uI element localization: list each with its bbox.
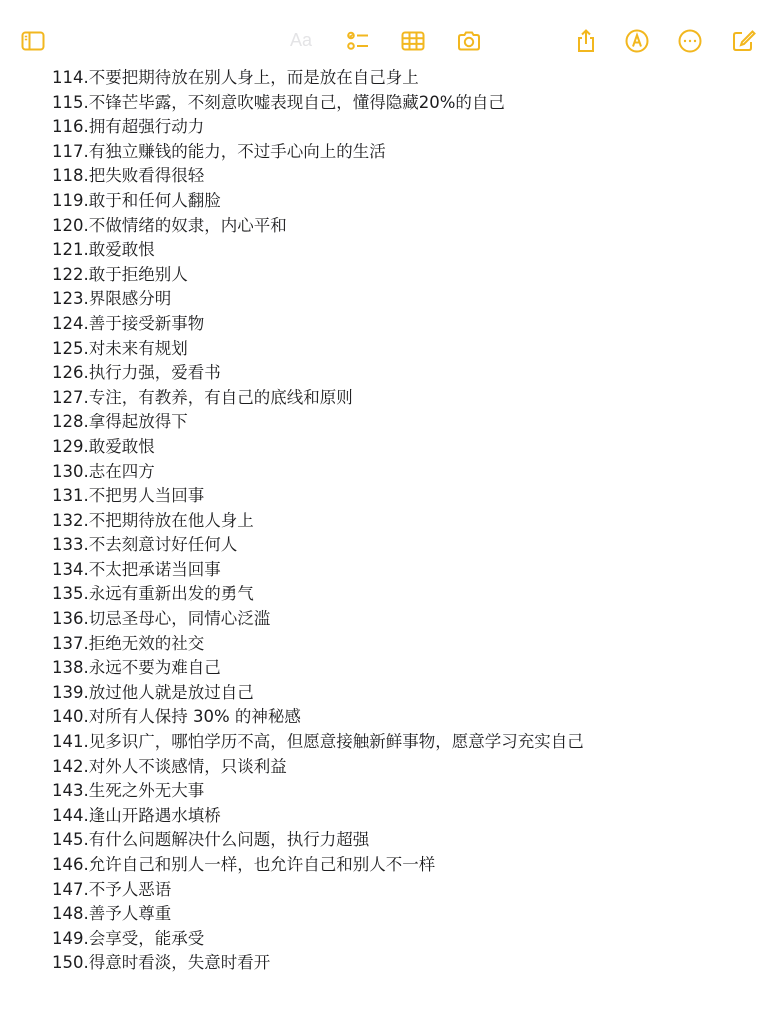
note-line: 132.不把期待放在他人身上: [52, 510, 254, 530]
note-line: 141.见多识广，哪怕学历不高，但愿意接触新鲜事物，愿意学习充实自己: [52, 732, 584, 752]
note-body[interactable]: [52, 66, 752, 976]
camera-icon: [456, 28, 482, 54]
camera-button[interactable]: [455, 27, 483, 55]
note-line: 129.敢爱敢恨: [52, 436, 155, 456]
share-button[interactable]: [572, 27, 600, 55]
note-line: 125.对未来有规划: [52, 338, 188, 358]
checklist-button[interactable]: [344, 27, 372, 55]
note-line: 144.逢山开路遇水填桥: [52, 805, 221, 825]
note-line: 127.专注，有教养，有自己的底线和原则: [52, 387, 353, 407]
note-line: 118.把失败看得很轻: [52, 166, 205, 186]
note-line: 128.拿得起放得下: [52, 412, 188, 432]
sidebar-toggle-button[interactable]: [19, 27, 47, 55]
note-line: 145.有什么问题解决什么问题，执行力超强: [52, 830, 370, 850]
note-line: 149.会享受，能承受: [52, 928, 205, 948]
note-line: 122.敢于拒绝别人: [52, 264, 188, 284]
note-line: 142.对外人不谈感情，只谈利益: [52, 756, 287, 776]
note-line: 120.不做情绪的奴隶，内心平和: [52, 215, 287, 235]
compose-button[interactable]: [729, 27, 757, 55]
note-line: 117.有独立赚钱的能力，不过手心向上的生活: [52, 141, 386, 161]
compose-icon: [730, 28, 756, 54]
note-line: 123.界限感分明: [52, 289, 172, 309]
note-line: 143.生死之外无大事: [52, 781, 205, 801]
note-line: 140.对所有人保持 30% 的神秘感: [52, 707, 301, 727]
note-line: 137.拒绝无效的社交: [52, 633, 205, 653]
note-line: 148.善予人尊重: [52, 904, 172, 924]
note-line: 131.不把男人当回事: [52, 486, 205, 506]
ellipsis-icon: [677, 28, 703, 54]
sidebar-icon: [20, 28, 46, 54]
note-line: 121.敢爱敢恨: [52, 240, 155, 260]
note-line: 139.放过他人就是放过自己: [52, 682, 254, 702]
note-line: 119.敢于和任何人翻脸: [52, 190, 221, 210]
checklist-icon: [345, 28, 371, 54]
note-line: 138.永远不要为难自己: [52, 658, 221, 678]
note-line: 133.不去刻意讨好任何人: [52, 535, 238, 555]
note-line: 146.允许自己和别人一样，也允许自己和别人不一样: [52, 855, 436, 874]
share-icon: [573, 28, 599, 54]
table-icon: [400, 28, 426, 54]
note-line: 126.执行力强，爱看书: [52, 363, 221, 383]
note-line: 150.得意时看淡，失意时看开: [52, 953, 271, 973]
note-line: 130.志在四方: [52, 461, 155, 481]
format-text-button[interactable]: Aa: [290, 30, 313, 50]
note-line: 135.永远有重新出发的勇气: [52, 584, 254, 604]
table-button[interactable]: [399, 27, 427, 55]
markup-button[interactable]: [623, 27, 651, 55]
note-line: 116.拥有超强行动力: [52, 117, 205, 137]
markup-pen-icon: [624, 28, 650, 54]
note-line: 147.不予人恶语: [52, 879, 172, 899]
more-button[interactable]: [676, 27, 704, 55]
note-line: 124.善于接受新事物: [52, 313, 205, 333]
note-line: 136.切忌圣母心，同情心泛滥: [52, 609, 271, 629]
note-line: 134.不太把承诺当回事: [52, 559, 221, 579]
note-line: 114.不要把期待放在别人身上，而是放在自己身上: [52, 68, 419, 87]
note-line: 115.不锋芒毕露，不刻意吹嘘表现自己，懂得隐藏20%的自己: [52, 92, 505, 112]
